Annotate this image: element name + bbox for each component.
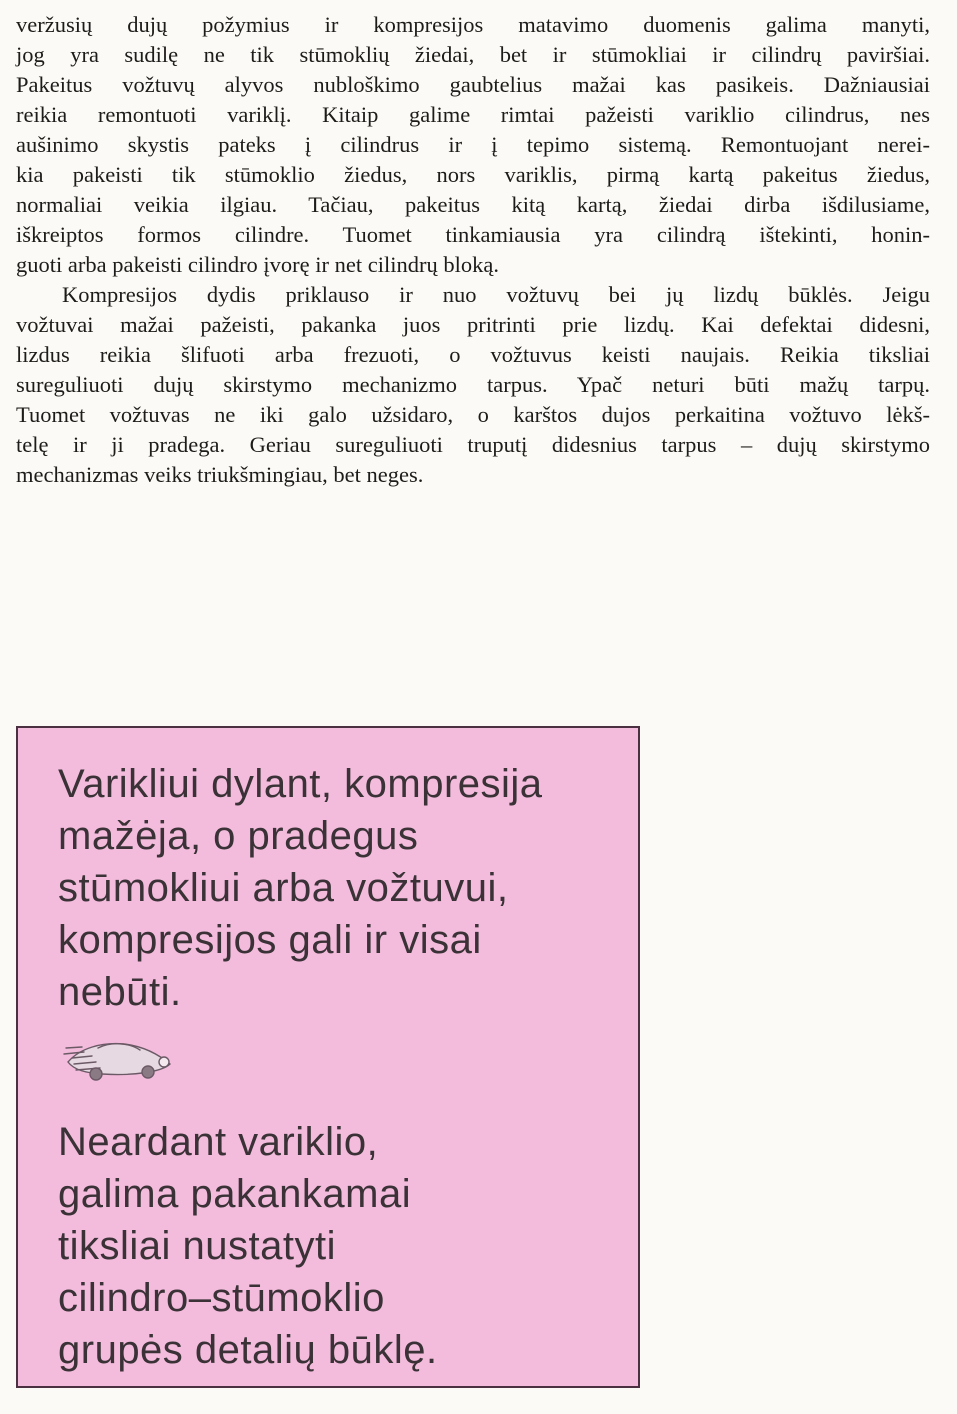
text-line: reikia remontuoti variklį. Kitaip galime rimtai pažeisti variklio cilindrus, nes (16, 102, 930, 127)
text-line: vožtuvai mažai pažeisti, pakanka juos pritrinti prie lizdų. Kai defektai didesni, (16, 312, 930, 337)
text-line: iškreiptos formos cilindre. Tuomet tinkamiausia yra cilindrą ištekinti, honin- (16, 222, 930, 247)
text-line: sureguliuoti dujų skirstymo mechanizmo tarpus. Ypač neturi būti mažų tarpų. (16, 372, 930, 397)
callout-line: kompresijos gali ir visai (58, 918, 482, 962)
callout-note-1 (58, 758, 628, 1018)
text-line: aušinimo skystis pateks į cilindrus ir į tepimo sistemą. Remontuojant nerei- (16, 132, 930, 157)
text-line: normaliai veikia ilgiau. Tačiau, pakeitus kitą kartą, žiedai dirba išdilusiame, (16, 192, 930, 217)
text-line: telę ir ji pradega. Geriau sureguliuoti truputį didesnius tarpus – dujų skirstymo (16, 432, 930, 457)
callout-box (16, 726, 640, 1388)
text-line: lizdus reikia šlifuoti arba frezuoti, o vožtuvus keisti naujais. Reikia tiksliai (16, 342, 930, 367)
text-line: jog yra sudilę ne tik stūmoklių žiedai, bet ir stūmokliai ir cilindrų paviršiai. (16, 42, 930, 67)
text-line: veržusių dujų požymius ir kompresijos matavimo duomenis galima manyti, (16, 12, 930, 37)
text-line: mechanizmas veiks triukšmingiau, bet neges. (16, 462, 424, 487)
callout-line: tiksliai nustatyti (58, 1224, 336, 1268)
text-line: Pakeitus vožtuvų alyvos nubloškimo gaubtelius mažai kas pasikeis. Dažniausiai (16, 72, 930, 97)
callout-line: nebūti. (58, 970, 182, 1014)
callout-line: mažėja, o pradegus (58, 814, 419, 858)
callout-line: Varikliui dylant, kompresija (58, 762, 543, 806)
text-line: Tuomet vožtuvas ne iki galo užsidaro, o karštos dujos perkaitina vožtuvo lėkš- (16, 402, 930, 427)
paragraph-1 (16, 10, 930, 280)
body-text (16, 10, 930, 490)
text-line: kia pakeisti tik stūmoklio žiedus, nors variklis, pirmą kartą pakeitus žiedus, (16, 162, 930, 187)
text-line: Kompresijos dydis priklauso ir nuo vožtuvų bei jų lizdų būklės. Jeigu (62, 282, 930, 307)
callout-line: cilindro–stūmoklio (58, 1276, 385, 1320)
callout-line: stūmokliui arba vožtuvui, (58, 866, 509, 910)
car-icon (62, 1028, 182, 1088)
callout-line: Neardant variklio, (58, 1120, 379, 1164)
text-line: guoti arba pakeisti cilindro įvorę ir net cilindrų bloką. (16, 252, 499, 277)
callout-line: grupės detalių būklę. (58, 1328, 438, 1372)
callout-note-2 (58, 1116, 628, 1376)
paragraph-2 (16, 280, 930, 490)
callout-line: galima pakankamai (58, 1172, 412, 1216)
